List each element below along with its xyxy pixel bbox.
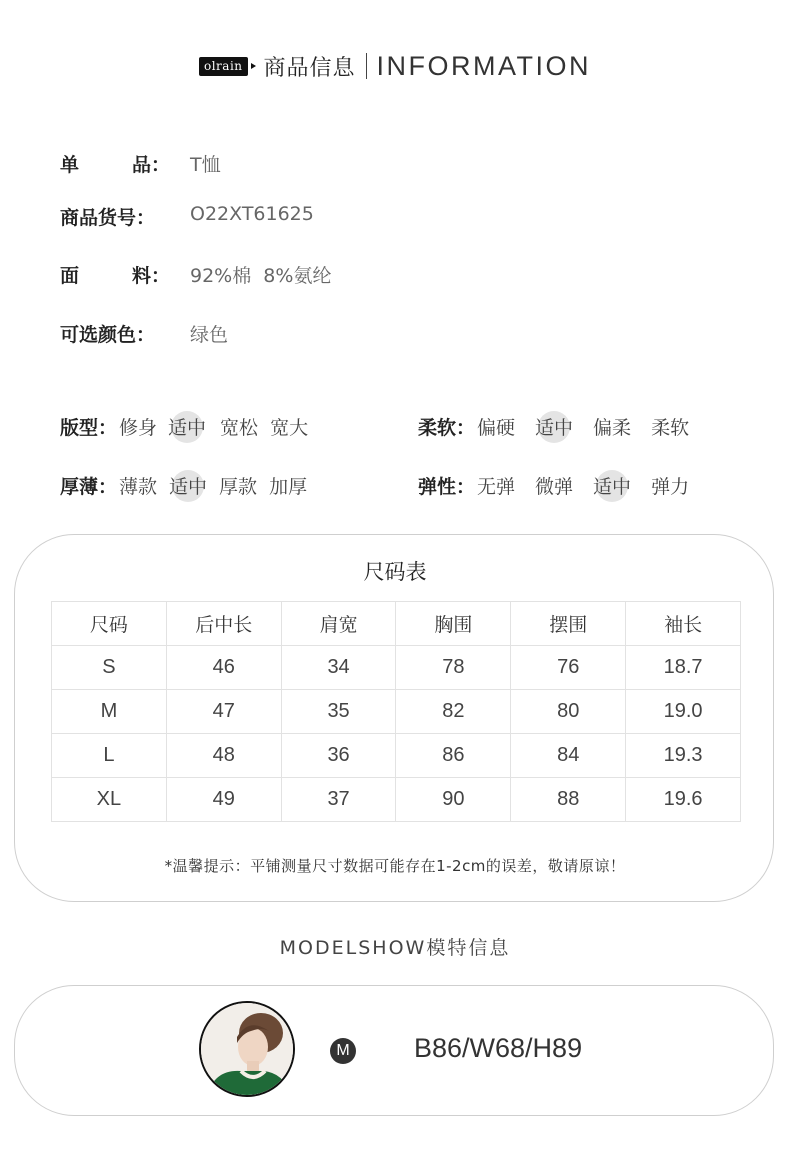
attr-softness	[418, 413, 689, 440]
attr-elasticity-option: 微弹	[535, 476, 574, 498]
info-label-item	[60, 150, 170, 177]
table-cell: 19.6	[626, 778, 741, 822]
attr-softness-option-selected: 适中	[535, 413, 573, 440]
info-label-item-colon: ：	[150, 154, 170, 176]
info-label-fabric	[60, 261, 170, 288]
info-value-item: T恤	[190, 154, 221, 176]
size-chart-title: 尺码表	[363, 560, 427, 584]
model-size-badge: M	[330, 1038, 356, 1064]
attr-elasticity-option: 无弹	[477, 476, 516, 498]
attr-softness-option: 偏硬	[477, 417, 516, 439]
size-chart-note: *温馨提示：平铺测量尺寸数据可能存在1-2cm的误差，敬请原谅！	[164, 857, 626, 875]
size-header-cell: 尺码	[52, 602, 167, 646]
info-label-item-char2: 品	[131, 154, 151, 176]
attr-thickness-option: 薄款	[119, 476, 158, 498]
page-header	[0, 48, 790, 84]
model-portrait-icon	[201, 1003, 293, 1095]
table-cell: 46	[166, 646, 281, 690]
table-cell: 90	[396, 778, 511, 822]
table-cell: 86	[396, 734, 511, 778]
header-title-cn: 商品信息	[263, 55, 356, 81]
table-cell: 37	[281, 778, 396, 822]
table-cell: 35	[281, 690, 396, 734]
attr-fit-option: 宽松	[220, 417, 259, 439]
table-cell: 78	[396, 646, 511, 690]
table-cell: 36	[281, 734, 396, 778]
size-header-cell: 袖长	[626, 602, 741, 646]
size-header-cell: 胸围	[396, 602, 511, 646]
table-cell: L	[52, 734, 167, 778]
attr-fit	[60, 413, 308, 440]
attr-softness-label: 柔软：	[418, 417, 476, 439]
info-value-color: 绿色	[190, 324, 229, 346]
table-row	[52, 734, 741, 778]
table-cell: 34	[281, 646, 396, 690]
model-avatar	[199, 1001, 295, 1097]
attr-fit-label: 版型：	[60, 417, 118, 439]
logo-arrow-icon	[251, 63, 256, 69]
model-card	[14, 985, 774, 1116]
model-section-title: MODELSHOW模特信息	[279, 937, 511, 959]
table-row	[52, 778, 741, 822]
brand-logo: olrain	[199, 57, 248, 76]
table-cell: 76	[511, 646, 626, 690]
size-header-cell: 摆围	[511, 602, 626, 646]
table-row	[52, 690, 741, 734]
size-header-cell: 后中长	[166, 602, 281, 646]
info-value-fabric: 92%棉 8%氨纶	[190, 265, 332, 287]
info-label-fabric-char1: 面	[60, 265, 80, 287]
table-cell: 48	[166, 734, 281, 778]
size-table-header	[52, 602, 741, 646]
table-cell: 49	[166, 778, 281, 822]
info-label-sku: 商品货号：	[60, 207, 156, 229]
header-title-en: INFORMATION	[376, 50, 592, 81]
size-table	[51, 601, 741, 822]
table-cell: 82	[396, 690, 511, 734]
table-cell: 19.3	[626, 734, 741, 778]
attr-elasticity-option: 弹力	[651, 476, 690, 498]
attr-fit-option: 宽大	[270, 417, 309, 439]
attr-thickness-option: 加厚	[269, 476, 308, 498]
model-measurements: B86/W68/H89	[414, 1033, 583, 1063]
table-cell: 18.7	[626, 646, 741, 690]
table-cell: 84	[511, 734, 626, 778]
size-header-cell: 肩宽	[281, 602, 396, 646]
table-cell: 47	[166, 690, 281, 734]
header-divider	[366, 53, 367, 79]
attr-thickness	[60, 472, 307, 499]
attr-thickness-option-selected: 适中	[169, 472, 207, 499]
attr-fit-option: 修身	[119, 417, 158, 439]
info-label-color: 可选颜色：	[60, 324, 156, 346]
info-label-fabric-char2: 料	[131, 265, 151, 287]
table-cell: M	[52, 690, 167, 734]
attr-softness-option: 柔软	[651, 417, 690, 439]
table-row	[52, 646, 741, 690]
attr-elasticity-label: 弹性：	[418, 476, 476, 498]
attr-softness-option: 偏柔	[593, 417, 632, 439]
attr-fit-option-selected: 适中	[168, 413, 206, 440]
table-cell: S	[52, 646, 167, 690]
info-value-sku: O22XT61625	[190, 203, 314, 225]
table-cell: 19.0	[626, 690, 741, 734]
attr-thickness-label: 厚薄：	[60, 476, 118, 498]
attr-thickness-option: 厚款	[219, 476, 258, 498]
table-cell: XL	[52, 778, 167, 822]
attr-elasticity-option-selected: 适中	[593, 472, 631, 499]
table-cell: 80	[511, 690, 626, 734]
info-label-item-char1: 单	[60, 154, 80, 176]
attr-elasticity	[418, 472, 689, 499]
table-cell: 88	[511, 778, 626, 822]
info-label-fabric-colon: ：	[150, 265, 170, 287]
